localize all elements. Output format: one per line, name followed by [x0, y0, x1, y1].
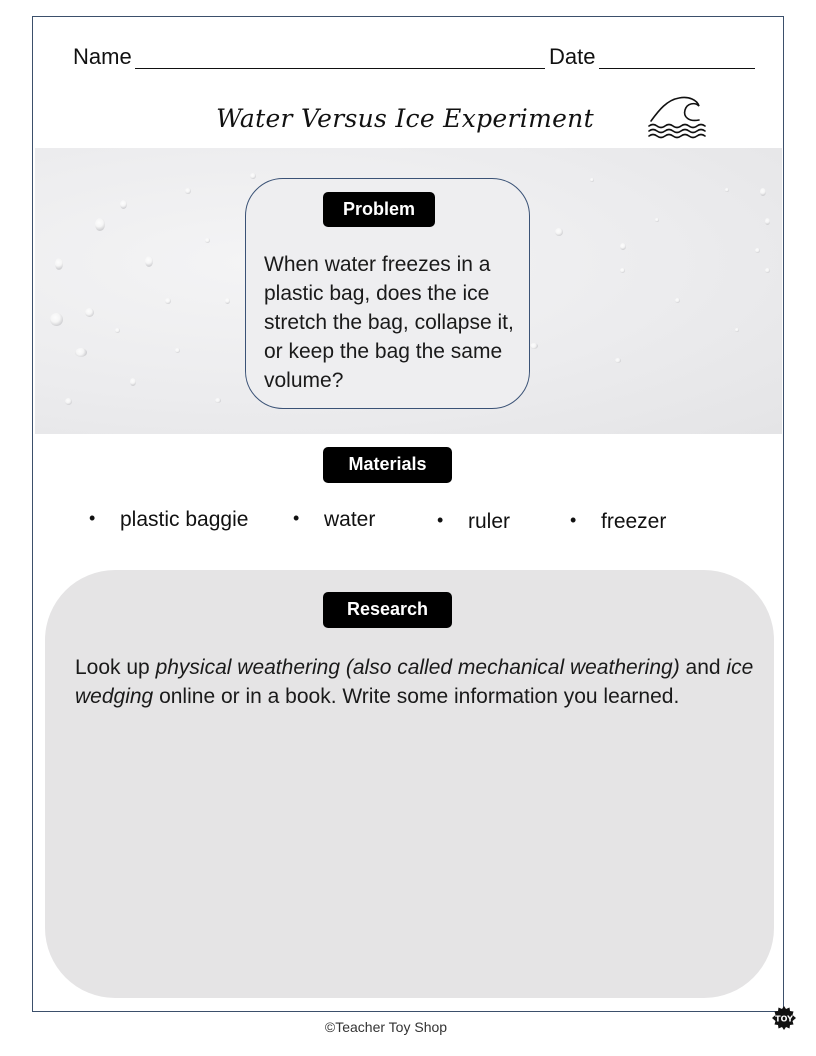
research-heading: Research [323, 592, 452, 628]
problem-heading: Problem [323, 192, 435, 227]
materials-heading: Materials [323, 447, 452, 483]
name-date-row [73, 44, 757, 74]
materials-list [0, 508, 816, 542]
name-label: Name [73, 44, 132, 69]
problem-text: When water freezes in a plastic bag, does the ice stretch the bag, collapse it, or keep the bag the same volume? [264, 253, 514, 392]
name-field-line[interactable] [135, 68, 545, 69]
bullet: • [89, 508, 96, 528]
bullet: • [570, 510, 577, 530]
svg-text:TOY: TOY [775, 1014, 793, 1024]
page-title: Water Versus Ice Experiment [216, 104, 594, 133]
date-label: Date [549, 44, 596, 69]
research-text-part: Look up [75, 656, 156, 679]
research-box[interactable] [45, 570, 774, 998]
bullet: • [293, 508, 300, 528]
date-field-line[interactable] [599, 68, 755, 69]
research-term-physical-weathering: physical weathering (also called mechanical weathering) [155, 656, 680, 679]
material-item: ruler [468, 510, 511, 533]
copyright-footer: ©Teacher Toy Shop [324, 1019, 448, 1035]
research-instructions [75, 653, 755, 711]
bullet: • [437, 510, 444, 530]
research-text-part: and [679, 656, 727, 679]
teacher-toy-shop-badge-icon [772, 1006, 796, 1030]
wave-icon [645, 92, 709, 140]
material-item: water [324, 508, 376, 531]
material-item: freezer [601, 510, 667, 533]
research-term-ice-wedging: ice wedging [75, 656, 754, 708]
research-text-part: online or in a book. Write some information you learned. [153, 685, 680, 708]
material-item: plastic baggie [120, 508, 249, 531]
